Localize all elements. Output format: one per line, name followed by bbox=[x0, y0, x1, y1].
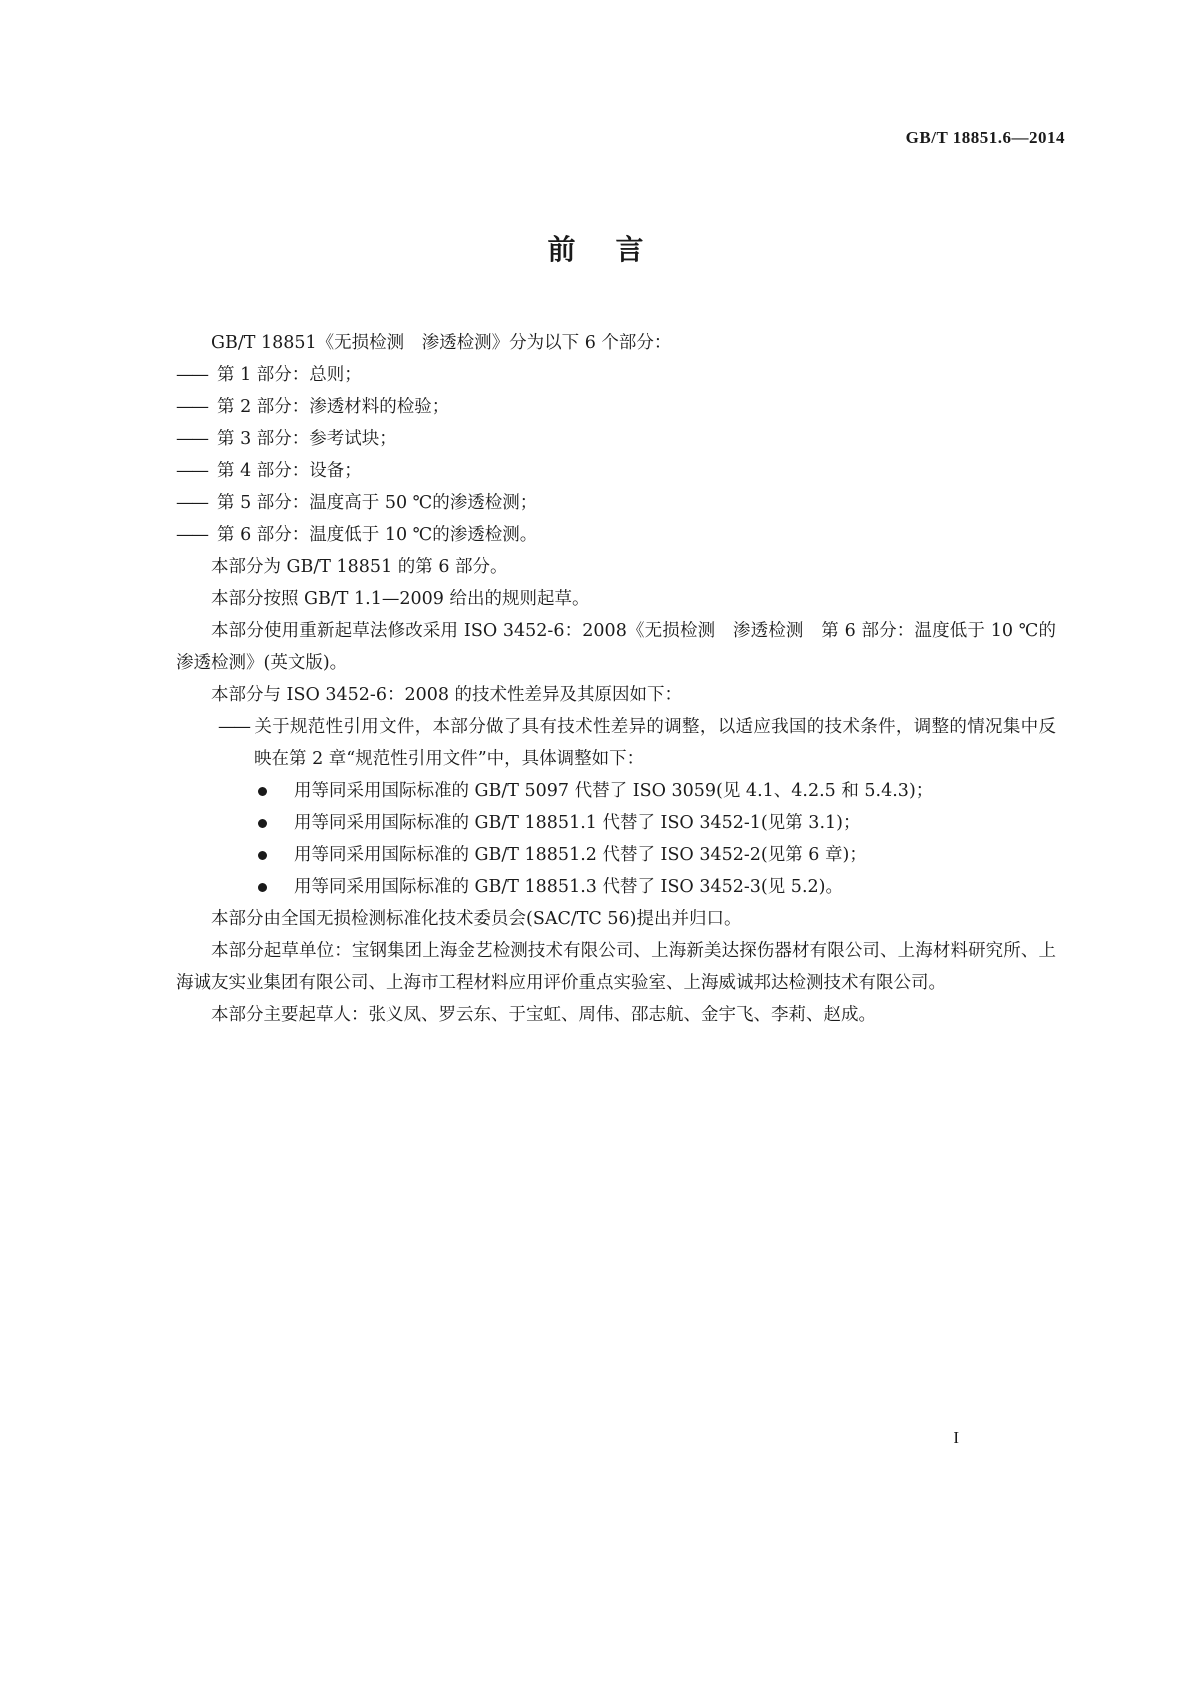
drafting-rules-paragraph: 本部分按照 GB/T 1.1—2009 给出的规则起草。 bbox=[211, 589, 590, 609]
page-title: 前言 bbox=[547, 233, 684, 266]
drafting-units-paragraph: 本部分起草单位：宝钢集团上海金艺检测技术有限公司、上海新美达探伤器材有限公司、上海材料研究所、上海诚友实业集团有限公司、上海市工程材料应用评价重点实验室、上海威诚邦达检测技术有限公司。 bbox=[176, 941, 1056, 993]
bullet-dot-icon bbox=[258, 851, 267, 860]
bullet-item: 用等同采用国际标准的 GB/T 18851.1 代替了 ISO 3452-1(见第 3.1)； bbox=[176, 807, 1056, 839]
dash-marker: —— bbox=[218, 717, 249, 737]
dash-marker: —— bbox=[176, 493, 207, 513]
intro-paragraph: GB/T 18851《无损检测 渗透检测》分为以下 6 个部分： bbox=[211, 333, 672, 353]
adoption-paragraph: 本部分使用重新起草法修改采用 ISO 3452-6：2008《无损检测 渗透检测 第 6 部分：温度低于 10 ℃的渗透检测》(英文版)。 bbox=[176, 621, 1056, 673]
list-item: —— 第 1 部分：总则； bbox=[176, 359, 1056, 391]
proposed-by-paragraph: 本部分由全国无损检测标准化技术委员会(SAC/TC 56)提出并归口。 bbox=[211, 909, 742, 929]
standard-code: GB/T 18851.6—2014 bbox=[905, 128, 1065, 147]
bullet-list bbox=[176, 775, 1056, 903]
foreword-body bbox=[176, 327, 1056, 1031]
dash-marker: —— bbox=[176, 365, 207, 385]
differences-intro-paragraph: 本部分与 ISO 3452-6：2008 的技术性差异及其原因如下： bbox=[211, 685, 683, 705]
bullet-dot-icon bbox=[258, 819, 267, 828]
list-item: —— 第 6 部分：温度低于 10 ℃的渗透检测。 bbox=[176, 519, 1056, 551]
part-of-paragraph: 本部分为 GB/T 18851 的第 6 部分。 bbox=[211, 557, 508, 577]
dash-marker: —— bbox=[176, 429, 207, 449]
list-item: —— 第 4 部分：设备； bbox=[176, 455, 1056, 487]
list-item: —— 第 2 部分：渗透材料的检验； bbox=[176, 391, 1056, 423]
dash-marker: —— bbox=[176, 397, 207, 417]
bullet-item: 用等同采用国际标准的 GB/T 18851.2 代替了 ISO 3452-2(见第 6 章)； bbox=[176, 839, 1056, 871]
dash-marker: —— bbox=[176, 525, 207, 545]
bullet-dot-icon bbox=[258, 883, 267, 892]
bullet-item: 用等同采用国际标准的 GB/T 5097 代替了 ISO 3059(见 4.1、4.2.5 和 5.4.3)； bbox=[176, 775, 1056, 807]
list-item: —— 第 3 部分：参考试块； bbox=[176, 423, 1056, 455]
bullet-dot-icon bbox=[258, 787, 267, 796]
page-number: I bbox=[953, 1428, 959, 1447]
difference-item: —— 关于规范性引用文件，本部分做了具有技术性差异的调整，以适应我国的技术条件，调整的情况集中反映在第 2 章“规范性引用文件”中，具体调整如下： bbox=[176, 711, 1056, 775]
list-item: —— 第 5 部分：温度高于 50 ℃的渗透检测； bbox=[176, 487, 1056, 519]
dash-marker: —— bbox=[176, 461, 207, 481]
bullet-item: 用等同采用国际标准的 GB/T 18851.3 代替了 ISO 3452-3(见 5.2)。 bbox=[176, 871, 1056, 903]
drafters-paragraph: 本部分主要起草人：张义凤、罗云东、于宝虹、周伟、邵志航、金宇飞、李莉、赵成。 bbox=[211, 1005, 876, 1025]
parts-list bbox=[176, 359, 1056, 551]
